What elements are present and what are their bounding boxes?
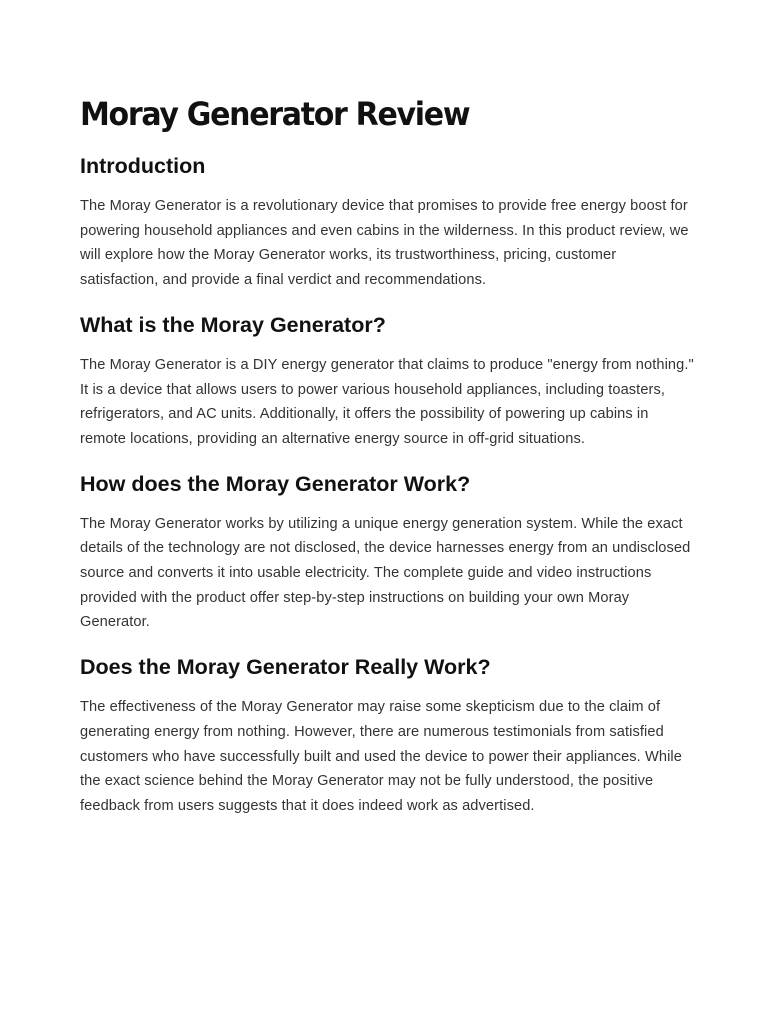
section-introduction: [80, 151, 696, 293]
document-title: Moray Generator Review: [80, 96, 470, 134]
section-paragraph: The effectiveness of the Moray Generator may raise some skepticism due to the claim of generating energy from nothing. However, there are numerous testimonials from satisfied customers who have successfully built and used the device to power their appliances. While the exact science behind the Moray Generator may not be fully understood, the positive feedback from users suggests that it does indeed work as advertised.: [80, 699, 682, 814]
section-heading: How does the Moray Generator Work?: [80, 471, 471, 496]
section-how-it-works: [80, 469, 696, 636]
section-heading: What is the Moray Generator?: [80, 312, 386, 337]
section-heading: Introduction: [80, 154, 206, 178]
section-paragraph: The Moray Generator works by utilizing a unique energy generation system. While the exact details of the technology are not disclosed, the device harnesses energy from an undisclosed source and converts it into usable electricity. The complete guide and video instructions provided with the product offer step-by-step instructions on building your own Moray Generator.: [80, 515, 691, 631]
document-page: [80, 92, 696, 836]
section-heading: Does the Moray Generator Really Work?: [80, 655, 491, 680]
section-what-is: [80, 310, 696, 452]
section-does-it-work: [80, 652, 696, 819]
section-paragraph: The Moray Generator is a revolutionary device that promises to provide free energy boost for powering household appliances and even cabins in the wilderness. In this product review, we will explore how the Moray Generator works, its trustworthiness, pricing, customer satisfaction, and provide a final verdict and recommendations.: [80, 198, 689, 289]
section-paragraph: The Moray Generator is a DIY energy generator that claims to produce "energy from nothing." It is a device that allows users to power various household appliances, including toasters, refrigerators, and AC units. Additionally, it offers the possibility of powering up cabins in remote locations, providing an alternative energy source in off-grid situations.: [80, 356, 694, 447]
